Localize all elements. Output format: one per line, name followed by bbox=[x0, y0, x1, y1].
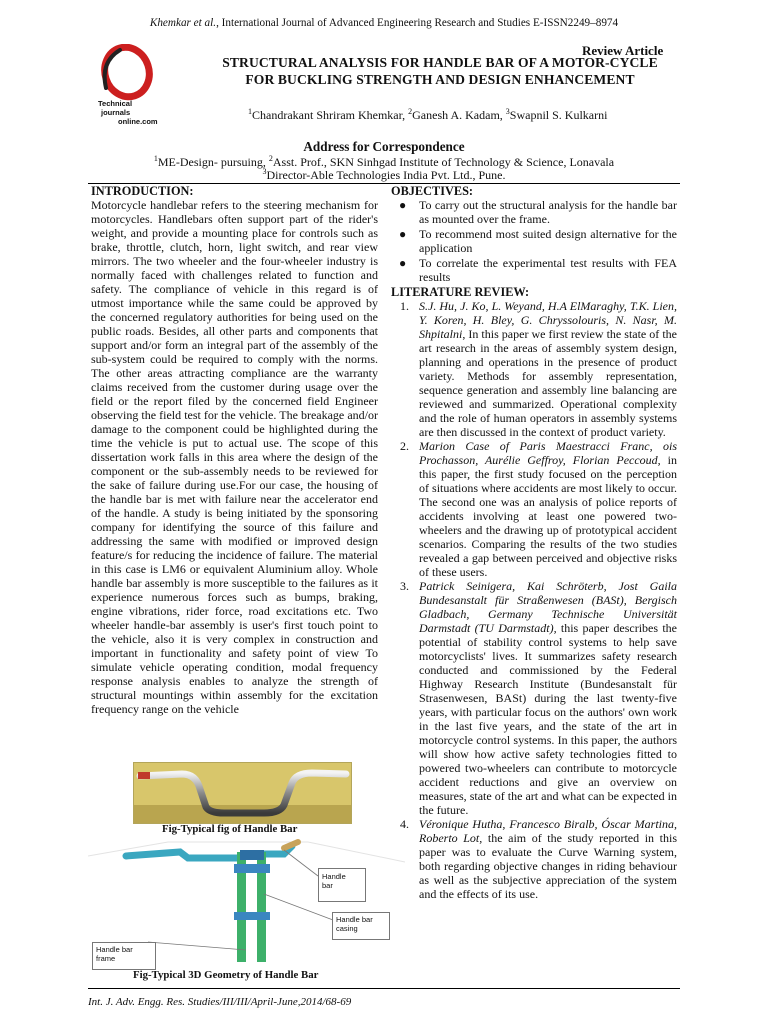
literature-list bbox=[391, 299, 677, 901]
bullet-icon: ● bbox=[399, 198, 407, 212]
affiliation-line-1: $^1$ME-Design- pursuing, $^2$Asst. Prof., SKN Sinhgad Institute of Technology & Science, Lonavala bbox=[153, 154, 615, 169]
right-column bbox=[391, 184, 677, 901]
journal-logo-text: Technical journals online.com bbox=[98, 99, 158, 126]
objectives-heading: OBJECTIVES: bbox=[391, 184, 474, 198]
running-header-journal: , International Journal of Advanced Engineering Research and Studies E-ISSN2249–8974 bbox=[216, 17, 619, 29]
running-header-author: Khemkar et al. bbox=[149, 17, 217, 29]
list-item: 4. Véronique Hutha, Francesco Biralb, Óscar Martina, Roberto Lot, the aim of the study reported in this paper was to evaluate the Curve Warning system, both regarding objective changes in riding behaviour as well as the subjective appreciation of the system and the effects of its use. bbox=[400, 817, 677, 901]
literature-heading: LITERATURE REVIEW: bbox=[391, 285, 530, 299]
bullet-icon: ● bbox=[399, 256, 407, 270]
figure-2-caption: Fig-Typical 3D Geometry of Handle Bar bbox=[133, 969, 319, 981]
list-item: 1. S.J. Hu, J. Ko, L. Weyand, H.A ElMaraghy, T.K. Lien, Y. Koren, H. Bley, G. Chryssolouris, N. Nasr, M. Shpitalni, In this paper we first review the state of the art research in the areas of assembly system design, planning and operations in the presence of product variety. Methods for assembly representation, sequence generation and assembly line balancing are reviewed and summarized. Operational complexity and the role of human operators in assembly systems are then discussed in the context of product variety. bbox=[400, 299, 677, 439]
footer-rule bbox=[88, 988, 680, 989]
callout-handle-bar-casing: Handle bar casing bbox=[332, 912, 390, 940]
running-header bbox=[0, 17, 768, 29]
handle-bar-illustration bbox=[134, 763, 351, 823]
callout-handle-bar-frame: Handle bar frame bbox=[92, 942, 156, 970]
objectives-list bbox=[391, 198, 677, 284]
introduction-text: Motorcycle handlebar refers to the steering mechanism for motorcycles. Handlebars often support part of the rider's weight, and provide a mounting place for controls such as brake, throttle, clutch, horn, light switch, and rear view mirrors. The two wheeler and the four-wheeler industry is normally faced with challenges related to function and safety. The compliance of vehicle in this regard is of utmost importance while the same could be approved by the concerned regulatory authorities for being used on the public roads. Besides, all other parts and components that support and/or form an integral part of the assembly of the sub-system could be required to comply with the norms. The other areas attracting compliance are the warranty claims received from the customer during usage over the field or the report filed by the concerned field Engineer observing the field test for the vehicle. The breakage and/or damage to the component could be highlighted during the time the vehicle is put to actual use. The scope of this dissertation work falls in this area where the design of the component or the sub-assembly needs to be reviewed for the sake of failure during use.For our case, the housing of the handle bar is met with failure near the accelerator end of the handle. A study is being initiated by the sponsoring company for identifying the source of this failure and addressing the same with modified or improved design feature/s for reducing the incidence of failure. The material in this case is LM6 or equivalent Aluminium alloy. Whole handle bar assembly is more susceptible to the failures as it experience numerous forces such as bumps, braking, engine vibrations, rider force, road excitations etc. Two wheeler handle-bar assembly is user's first touch point to the vehicle, also it is very complex in construction and important in functionality and safety point of view To simulate vehicle operating condition, modal frequency response analysis enables to analyze the strength of structural mountings within assembly for the excitation frequency range on the vehicle bbox=[91, 198, 378, 716]
address-heading: Address for Correspondence bbox=[303, 139, 465, 154]
list-item: ● To carry out the structural analysis for the handle bar as mounted over the frame. bbox=[399, 198, 677, 226]
list-item: ● To correlate the experimental test results with FEA results bbox=[399, 256, 677, 284]
introduction-section bbox=[91, 184, 378, 716]
list-item: 2. Marion Case of Paris Maestracci Franc, ois Prochasson, Aurélie Geffroy, Florian Peccoud, in this paper, the first study focused on the perception of situations where accidents are most likely to occur. The second one was an analysis of police reports of accidents involving at least one powered two-wheelers and the drawing up of prototypical accident scenarios. Comparing the results of the two studies revealed a gap between perceived and objective risks of these users. bbox=[400, 439, 677, 579]
figure-1-caption: Fig-Typical fig of Handle Bar bbox=[162, 823, 298, 835]
article-type: Review Article bbox=[582, 43, 664, 58]
introduction-heading: INTRODUCTION: bbox=[91, 184, 194, 198]
handle-bar-photo bbox=[133, 762, 352, 824]
handle-bar-3d-figure bbox=[88, 838, 405, 968]
callout-handle-bar: Handle bar bbox=[318, 868, 366, 902]
bullet-icon: ● bbox=[399, 227, 407, 241]
list-item: ● To recommend most suited design alternative for the application bbox=[399, 227, 677, 255]
footer-citation: Int. J. Adv. Engg. Res. Studies/III/III/April-June,2014/68-69 bbox=[88, 996, 352, 1008]
paper-title: STRUCTURAL ANALYSIS FOR HANDLE BAR OF A MOTOR-CYCLE FOR BUCKLING STRENGTH AND DESIGN ENHANCEMENT bbox=[222, 55, 658, 87]
affiliation-line-2: $^3$Director-Able Technologies India Pvt. Ltd., Pune. bbox=[262, 167, 506, 182]
list-item: 3. Patrick Seinigera, Kai Schröterb, Jost Gaila Bundesanstalt für Straßenwesen (BASt), Bergisch Gladbach, Germany Technische Universität Darmstadt (TU Darmstadt), this paper describes the potential of stability control systems to help save motorcyclists' lives. It summarizes safety research conducted and commissioned by the Federal Highway Research Institute (Bundesanstalt für Strasenwesen, BASt) during the last twenty-five years, with particular focus on the authors' own work in the last five years, and the state of the art in motorcycle control systems. In this paper, the authors will show how active safety technologies fitted to powered two-wheelers can contribute to motorcycle accident reductions and give an overview on measures, state of the art and what can be expected in the future. bbox=[400, 579, 677, 817]
